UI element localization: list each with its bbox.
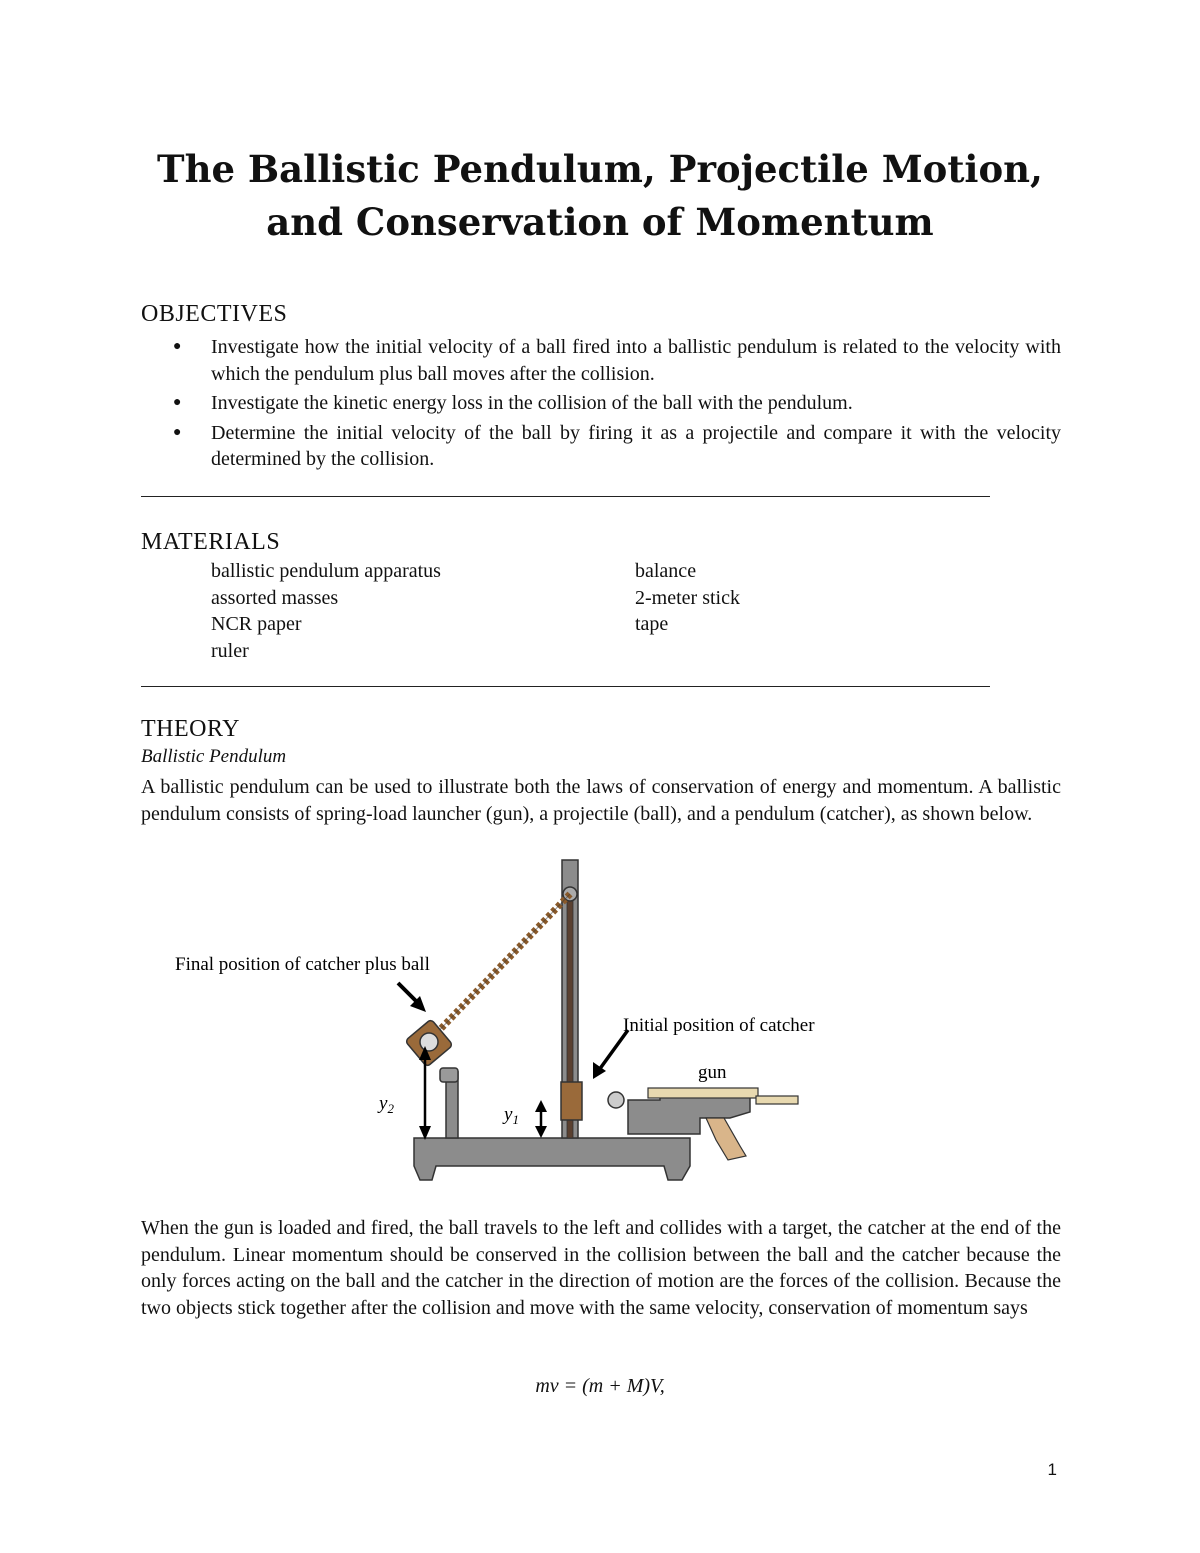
- objective-item: ● Investigate the kinetic energy loss in the collision of the ball with the pendulum.: [141, 390, 1061, 417]
- label-y1: $y_1$: [504, 1104, 519, 1127]
- theory-paragraph-2: When the gun is loaded and fired, the ball travels to the left and collides with a target, the catcher at the end of the pendulum. Linear momentum should be conserved in the collision between the ball and the catcher because the only forces acting on the ball and the catcher in the direction of motion are the forces of the collision. Because the two objects stick together after the collision and move with the same velocity, conservation of momentum says: [141, 1217, 1061, 1319]
- material-item: NCR paper: [211, 613, 302, 635]
- label-y2: $y_2$: [379, 1093, 394, 1116]
- material-item: 2-meter stick: [635, 586, 740, 609]
- objectives-heading: OBJECTIVES: [141, 301, 288, 327]
- materials-left-column: [211, 558, 441, 664]
- theory-heading: THEORY: [141, 716, 240, 742]
- divider: [141, 496, 990, 497]
- objectives-list: [141, 334, 1061, 473]
- theory-subheading: Ballistic Pendulum: [141, 746, 287, 767]
- material-item: ballistic pendulum apparatus: [211, 560, 441, 582]
- materials-heading: MATERIALS: [141, 529, 281, 555]
- label-gun: gun: [698, 1062, 727, 1083]
- page-title: [0, 143, 1200, 249]
- initial-catcher: [561, 1082, 582, 1120]
- ballistic-pendulum-figure: [0, 850, 1200, 1190]
- material-item: ruler: [211, 639, 249, 662]
- momentum-equation: mv = (m + M)V,: [535, 1375, 665, 1397]
- title-line-2: and Conservation of Momentum: [266, 200, 934, 244]
- materials-right-column: [635, 558, 740, 638]
- theory-paragraph-1: A ballistic pendulum can be used to illustrate both the laws of conservation of energy and momentum. A ballistic pendulum consists of spring-load launcher (gun), a projectile (ball), and a pendulum (catcher), as shown below.: [141, 776, 1061, 825]
- page-number: 1: [1047, 1460, 1057, 1479]
- objective-item: ● Investigate how the initial velocity of a ball fired into a ballistic pendulum is related to the velocity with which the pendulum plus ball moves after the collision.: [141, 334, 1061, 387]
- material-item: tape: [635, 613, 669, 635]
- objective-item: ● Determine the initial velocity of the ball by firing it as a projectile and compare it with the velocity determined by the collision.: [141, 420, 1061, 473]
- material-item: balance: [635, 560, 697, 582]
- label-initial-position: Initial position of catcher: [623, 1015, 815, 1036]
- title-line-1: The Ballistic Pendulum, Projectile Motion,: [157, 147, 1043, 191]
- label-final-position: Final position of catcher plus ball: [175, 954, 430, 975]
- divider: [141, 686, 990, 687]
- material-item: assorted masses: [211, 586, 339, 609]
